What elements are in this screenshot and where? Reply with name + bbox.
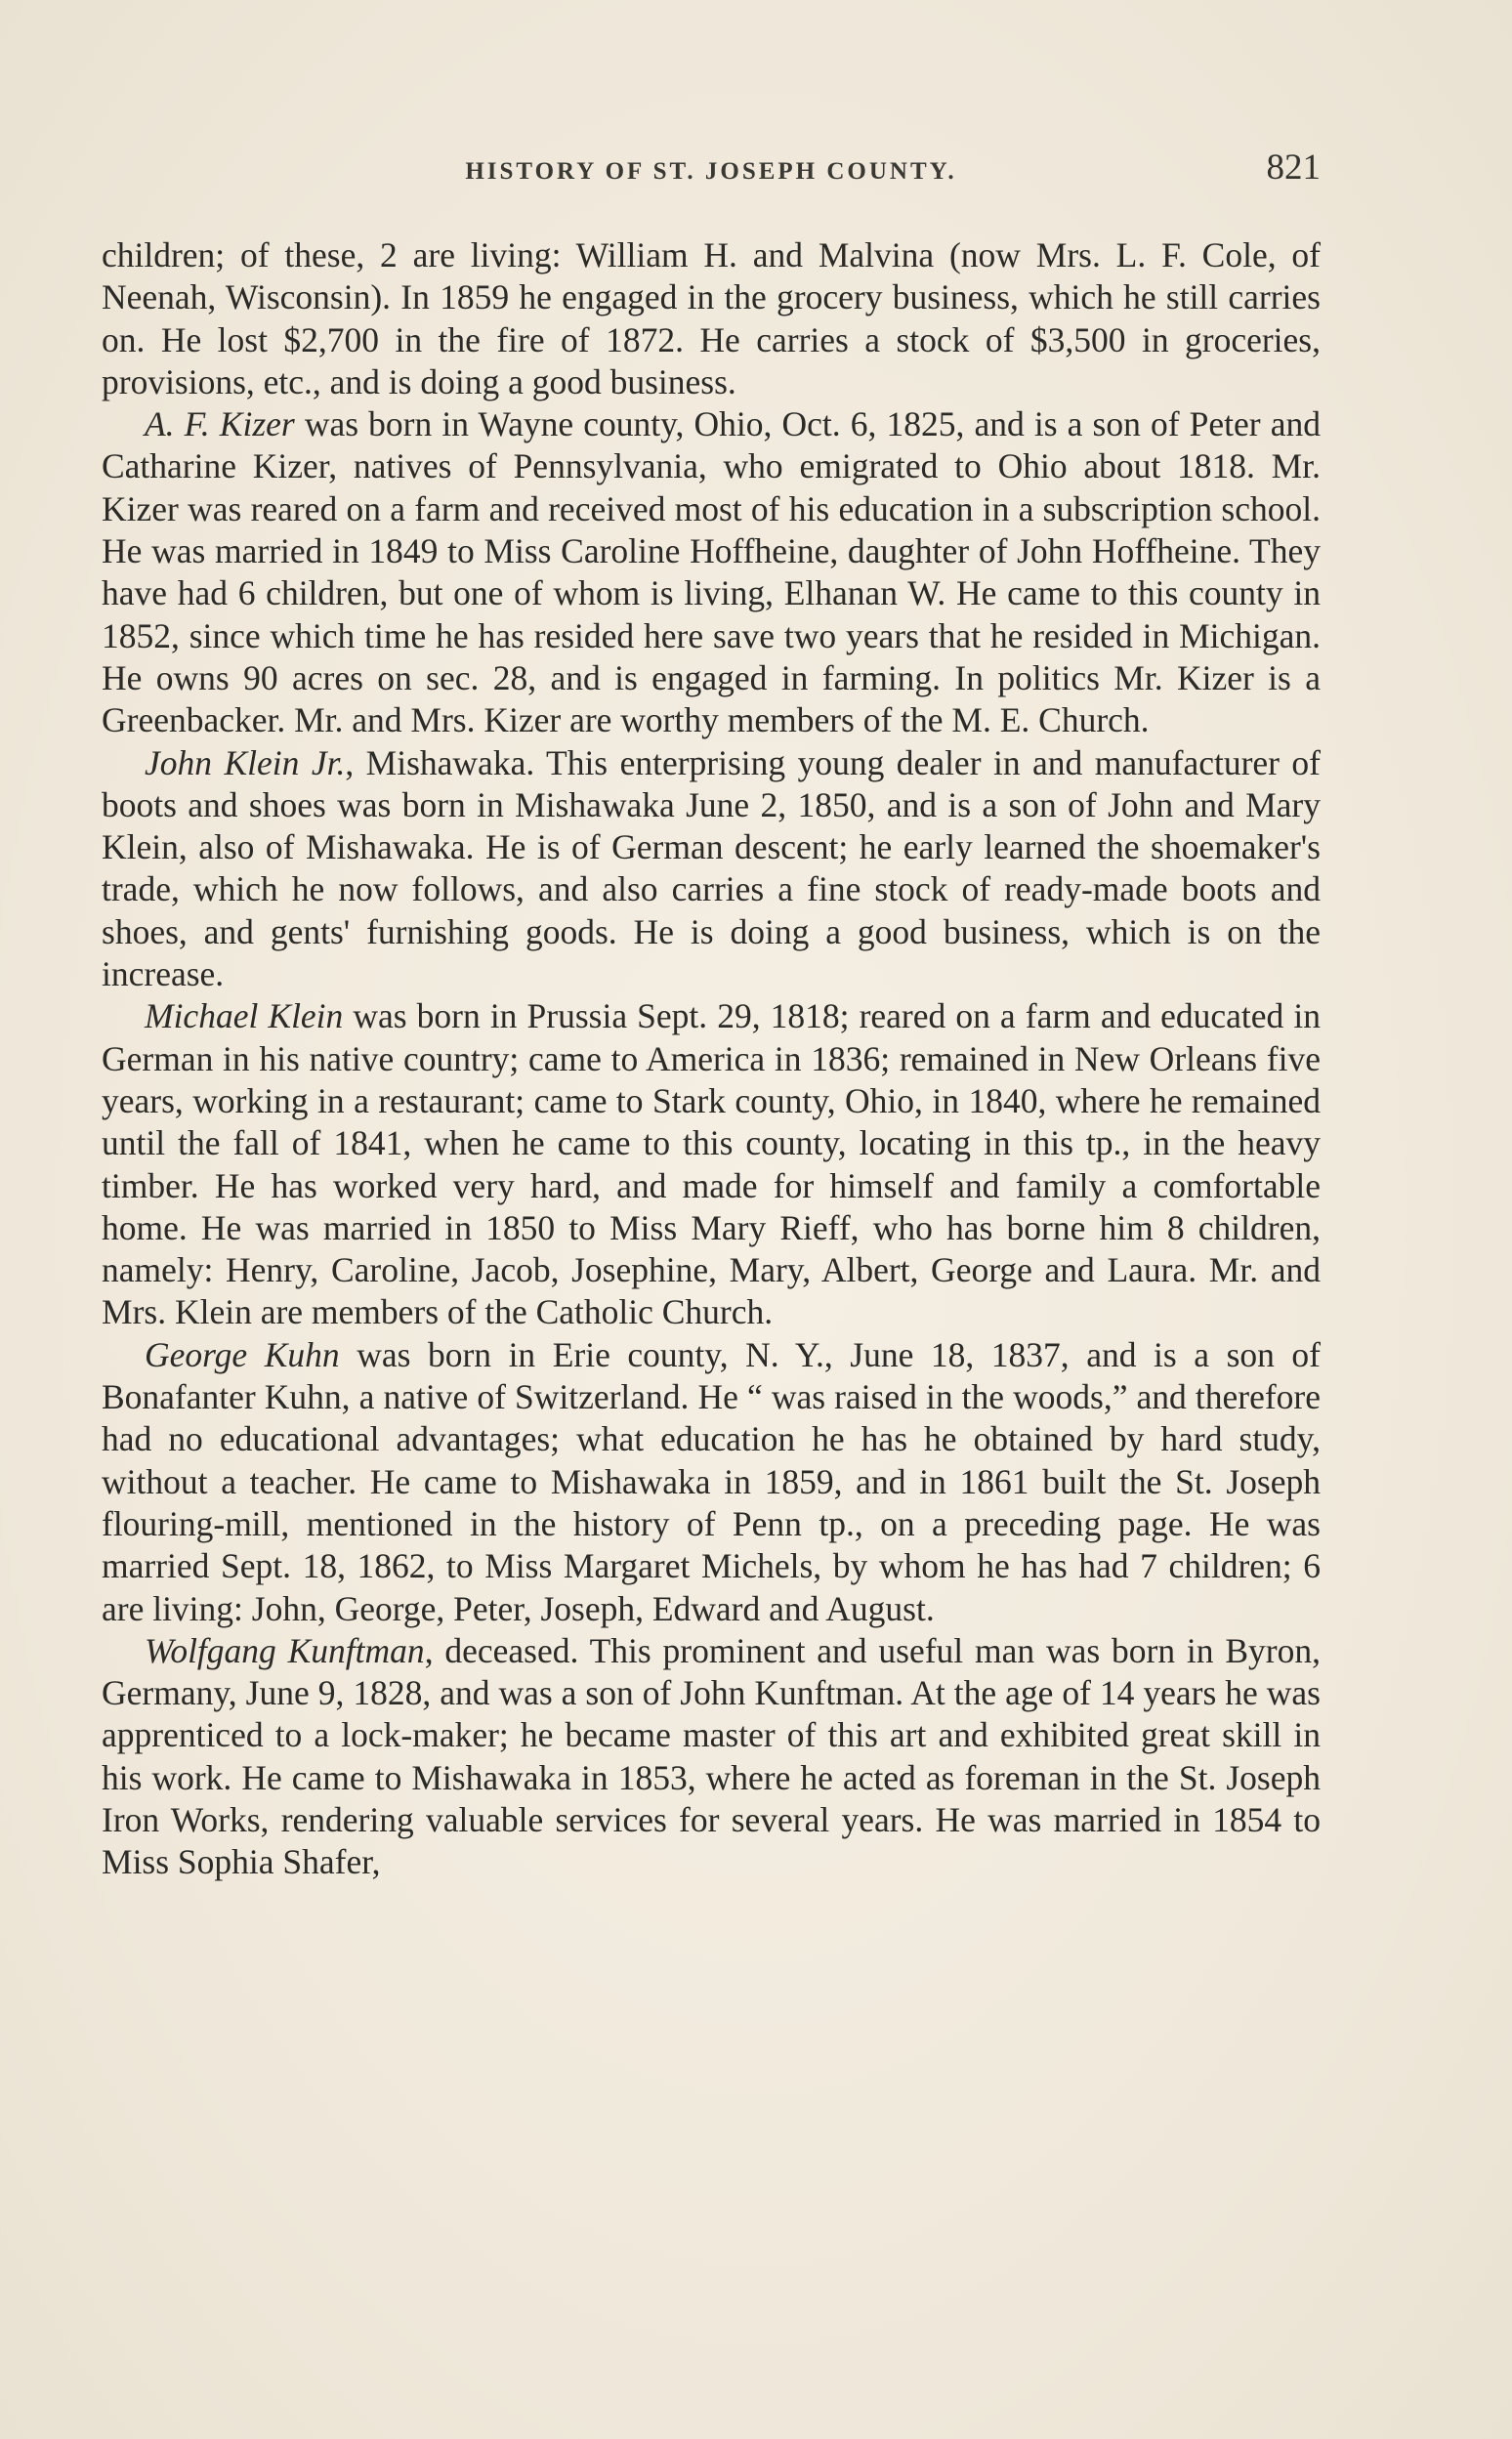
paragraph-text: , Mishawaka. This enterprising young dealer in and manufacturer of boots and shoes was born in Mishawaka June 2, 1850, and is a son of John and Mary Klein, also of Mishawaka. He is of German descent; he early learned the shoemaker's trade, which he now follows, and also carries a fine stock of ready-made boots and shoes, and gents' furnishing goods. He is doing a good business, which is on the increase. — [102, 742, 1321, 994]
biography-name: A. F. Kizer — [145, 404, 295, 444]
page-number: 821 — [1266, 147, 1321, 188]
body-text — [102, 234, 1321, 1884]
paragraph-text: was born in Erie county, N. Y., June 18, 1837, and is a son of Bonafanter Kuhn, a native of Switzerland. He “ was raised in the woods,” and therefore had no educational advantages; what education he has he obtained by hard study, without a teacher. He came to Mishawaka in 1859, and in 1861 built the St. Joseph flouring-mill, mentioned in the history of Penn tp., on a preceding page. He was married Sept. 18, 1862, to Miss Margaret Michels, by whom he has had 7 children; 6 are living: John, George, Peter, Joseph, Edward and August. — [102, 1334, 1322, 1628]
biography-george-kuhn — [102, 1334, 1321, 1630]
paragraph-text: , deceased. This prominent and useful man was born in Byron, Germany, June 9, 1828, and was a son of John Kunftman. At the age of 14 years he was apprenticed to a lock-maker; he became master of this art and exhibited great skill in his work. He came to Mishawaka in 1853, where he acted as foreman in the St. Joseph Iron Works, rendering valuable services for several years. He was married in 1854 to Miss Sophia Shafer, — [102, 1630, 1321, 1882]
biography-name: Wolfgang Kunftman — [145, 1630, 425, 1670]
paragraph-text: children; of these, 2 are living: William H. and Malvina (now Mrs. L. F. Cole, of Neenah, Wisconsin). In 1859 he engaged in the grocery business, which he still carries on. He lost $2,700 in the fire of 1872. He carries a stock of $3,500 in groceries, provisions, etc., and is doing a good business. — [102, 235, 1321, 401]
running-title: HISTORY OF ST. JOSEPH COUNTY. — [465, 158, 957, 185]
biography-name: George Kuhn — [145, 1334, 340, 1374]
biography-michael-klein — [102, 995, 1321, 1333]
biography-kizer — [102, 403, 1321, 741]
paragraph-continuation — [102, 234, 1321, 403]
biography-john-klein — [102, 742, 1321, 996]
running-header — [102, 147, 1321, 195]
paragraph-text: was born in Wayne county, Ohio, Oct. 6, 1825, and is a son of Peter and Catharine Kizer, natives of Pennsylvania, who emigrated to Ohio about 1818. Mr. Kizer was reared on a farm and received most of his education in a subscription school. He was married in 1849 to Miss Caroline Hoffheine, daughter of John Hoffheine. They have had 6 children, but one of whom is living, Elhanan W. He came to this county in 1852, since which time he has resided here save two years that he resided in Michigan. He owns 90 acres on sec. 28, and is engaged in farming. In politics Mr. Kizer is a Greenbacker. Mr. and Mrs. Kizer are worthy members of the M. E. Church. — [102, 404, 1321, 740]
biography-name: Michael Klein — [145, 996, 344, 1036]
paragraph-text: was born in Prussia Sept. 29, 1818; reared on a farm and educated in German in his native country; came to America in 1836; remained in New Orleans five years, working in a restaurant; came to Stark county, Ohio, in 1840, where he remained until the fall of 1841, when he came to this county, locating in this tp., in the heavy timber. He has worked very hard, and made for himself and family a comfortable home. He was married in 1850 to Miss Mary Rieff, who has borne him 8 children, namely: Henry, Caroline, Jacob, Josephine, Mary, Albert, George and Laura. Mr. and Mrs. Klein are members of the Catholic Church. — [102, 996, 1321, 1332]
biography-name: John Klein Jr. — [145, 742, 346, 782]
biography-wolfgang-kunftman — [102, 1630, 1321, 1884]
